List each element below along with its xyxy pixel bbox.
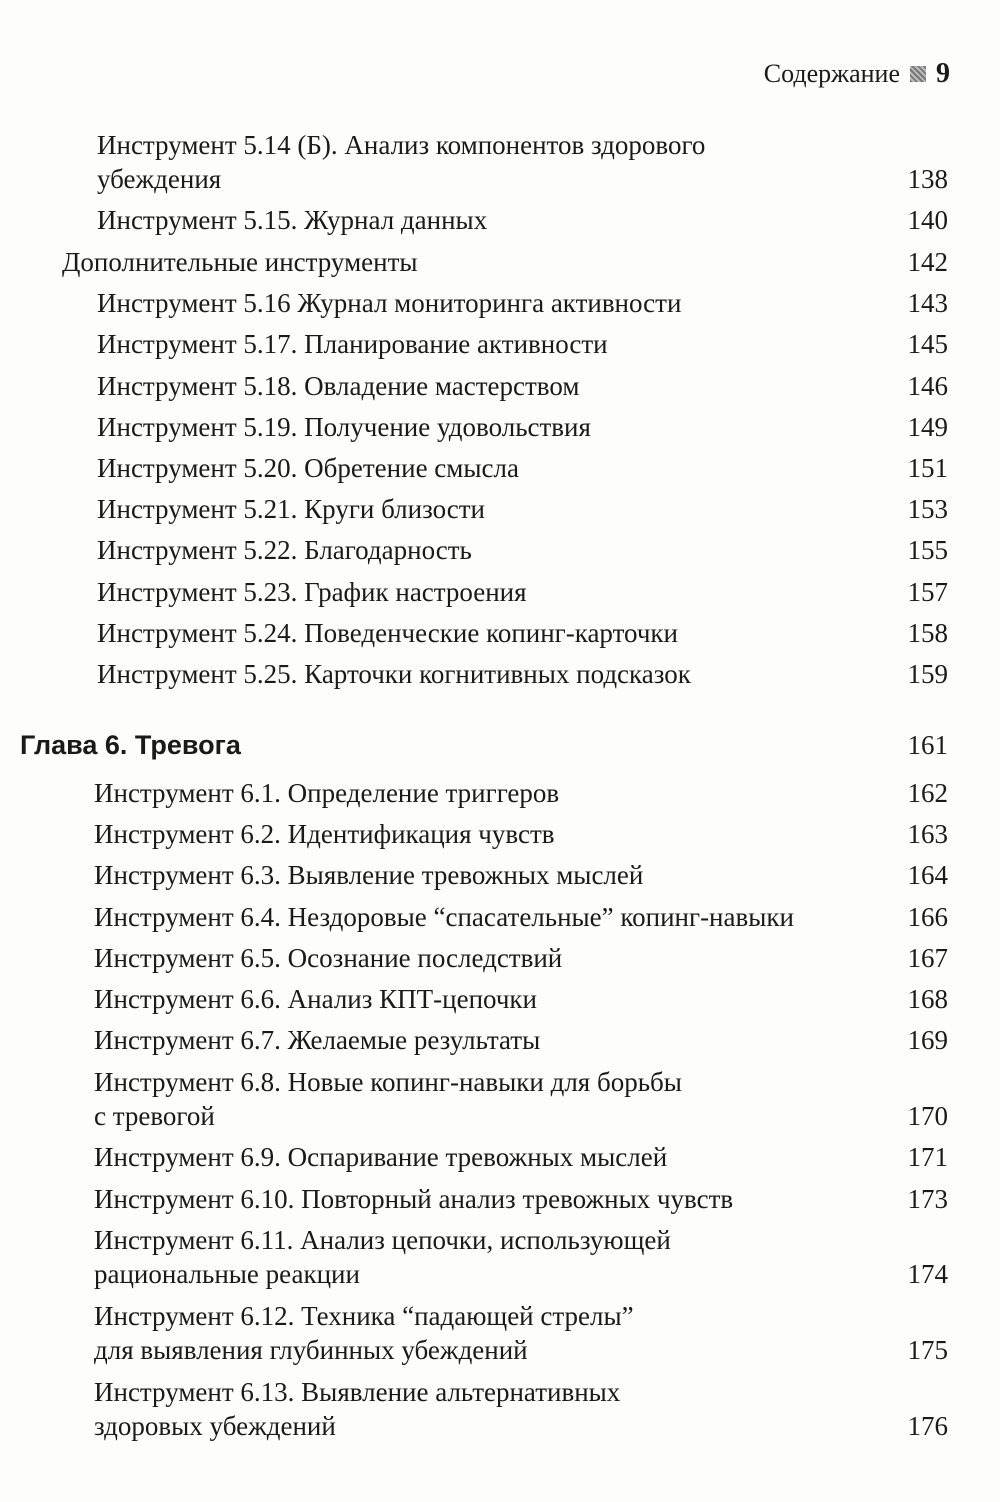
toc-entry-title: Инструмент 6.12. Техника “падающей стрелы” [94, 1301, 634, 1331]
toc-page-number: 161 [907, 730, 948, 760]
toc-entry[interactable] [94, 858, 643, 892]
toc-entry-title: Инструмент 6.5. Осознание последствий [94, 943, 563, 973]
toc-page-number: 170 [907, 1101, 948, 1131]
toc-entry-title: Инструмент 6.9. Оспаривание тревожных мыслей [94, 1142, 668, 1172]
toc-entry-title: Инструмент 6.3. Выявление тревожных мыслей [94, 860, 644, 890]
toc-entry-title: Инструмент 6.11. Анализ цепочки, использующей [94, 1225, 671, 1255]
toc-entry-title: Инструмент 6.4. Нездоровые “спасательные” копинг-навыки [94, 902, 794, 932]
toc-entry[interactable] [94, 1065, 682, 1133]
toc-entry-title: Инструмент 6.6. Анализ КПТ-цепочки [94, 984, 537, 1014]
toc-page-number: 158 [907, 618, 948, 648]
toc-entry[interactable] [97, 128, 705, 196]
toc-entry[interactable] [97, 327, 608, 361]
toc-entry-title: Инструмент 5.19. Получение удовольствия [97, 412, 591, 442]
toc-page-number: 171 [907, 1142, 948, 1172]
toc-page-number: 162 [907, 778, 948, 808]
toc-entry-title-cont: убеждения [97, 164, 222, 194]
toc-entry[interactable] [94, 1375, 620, 1443]
toc-page-number: 155 [907, 535, 948, 565]
toc-page-number: 138 [907, 164, 948, 194]
toc-section[interactable] [62, 245, 418, 279]
toc-entry-title: Инструмент 5.18. Овладение мастерством [97, 371, 580, 401]
toc-entry-title-cont: с тревогой [94, 1101, 215, 1131]
toc-entry[interactable] [97, 575, 527, 609]
toc-entry-title: Инструмент 5.24. Поведенческие копинг-карточки [97, 618, 678, 648]
toc-page-number: 176 [907, 1411, 948, 1441]
section-title: Содержание [763, 59, 900, 88]
toc-entry[interactable] [97, 533, 472, 567]
toc-entry-title: Инструмент 5.15. Журнал данных [97, 205, 488, 235]
toc-entry[interactable] [97, 492, 485, 526]
page-number: 9 [936, 58, 950, 89]
toc-page-number: 159 [907, 659, 948, 689]
toc-page-number: 157 [907, 577, 948, 607]
toc-entry[interactable] [94, 776, 559, 810]
toc-entry[interactable] [97, 203, 487, 237]
toc-entry-title-cont: здоровых убеждений [94, 1411, 336, 1441]
toc-page-number: 151 [907, 453, 948, 483]
toc-entry-title: Инструмент 5.17. Планирование активности [97, 329, 608, 359]
toc-entry[interactable] [94, 1299, 634, 1367]
toc-entry[interactable] [97, 286, 681, 320]
toc-chapter-title[interactable]: Глава 6. Тревога [20, 730, 241, 760]
toc-entry-title: Инструмент 6.1. Определение триггеров [94, 778, 560, 808]
toc-page-number: 169 [907, 1025, 948, 1055]
toc-page-number: 146 [907, 371, 948, 401]
toc-entry-title: Инструмент 5.21. Круги близости [97, 494, 485, 524]
toc-page-number: 168 [907, 984, 948, 1014]
toc-page-number: 143 [907, 288, 948, 318]
toc-entry[interactable] [94, 1140, 667, 1174]
toc-page-number: 173 [907, 1184, 948, 1214]
toc-page-number: 166 [907, 902, 948, 932]
toc-entry-title: Инструмент 6.10. Повторный анализ тревожных чувств [94, 1184, 734, 1214]
toc-entry-title: Инструмент 5.22. Благодарность [97, 535, 472, 565]
toc-entry[interactable] [97, 369, 579, 403]
toc-entry[interactable] [94, 1023, 540, 1057]
toc-entry-title: Инструмент 5.20. Обретение смысла [97, 453, 519, 483]
toc-entry-title-cont: для выявления глубинных убеждений [94, 1335, 528, 1365]
toc-entry[interactable] [94, 1182, 733, 1216]
toc-entry[interactable] [94, 817, 555, 851]
toc-page-number: 142 [907, 247, 948, 277]
toc-entry[interactable] [97, 657, 691, 691]
toc-entry[interactable] [97, 410, 591, 444]
toc-section-title: Дополнительные инструменты [62, 247, 418, 277]
toc-page-number: 145 [907, 329, 948, 359]
toc-page-number: 175 [907, 1335, 948, 1365]
toc-entry-title: Инструмент 5.14 (Б). Анализ компонентов здорового [97, 130, 706, 160]
toc-page-number: 149 [907, 412, 948, 442]
toc-page-number: 153 [907, 494, 948, 524]
toc-page-number: 163 [907, 819, 948, 849]
toc-entry-title: Инструмент 6.13. Выявление альтернативных [94, 1377, 621, 1407]
toc-entry-title-cont: рациональные реакции [94, 1259, 360, 1289]
toc-entry[interactable] [94, 982, 537, 1016]
toc-entry[interactable] [97, 616, 678, 650]
toc-entry-title: Инструмент 5.25. Карточки когнитивных подсказок [97, 659, 691, 689]
toc-entry[interactable] [97, 451, 519, 485]
toc-entry[interactable] [94, 1223, 671, 1291]
toc-entry-title: Инструмент 6.2. Идентификация чувств [94, 819, 555, 849]
toc-entry-title: Инструмент 5.23. График настроения [97, 577, 527, 607]
toc-page-number: 140 [907, 205, 948, 235]
toc-entry[interactable] [94, 941, 562, 975]
toc-entry[interactable] [94, 900, 794, 934]
toc-entry-title: Инструмент 6.7. Желаемые результаты [94, 1025, 541, 1055]
toc-page-number: 174 [907, 1259, 948, 1289]
separator-mark [910, 66, 926, 82]
toc-entry-title: Инструмент 5.16 Журнал мониторинга активности [97, 288, 682, 318]
toc-page-number: 164 [907, 860, 948, 890]
running-header [764, 58, 950, 90]
toc-page-number: 167 [907, 943, 948, 973]
toc-entry-title: Инструмент 6.8. Новые копинг-навыки для борьбы [94, 1067, 682, 1097]
